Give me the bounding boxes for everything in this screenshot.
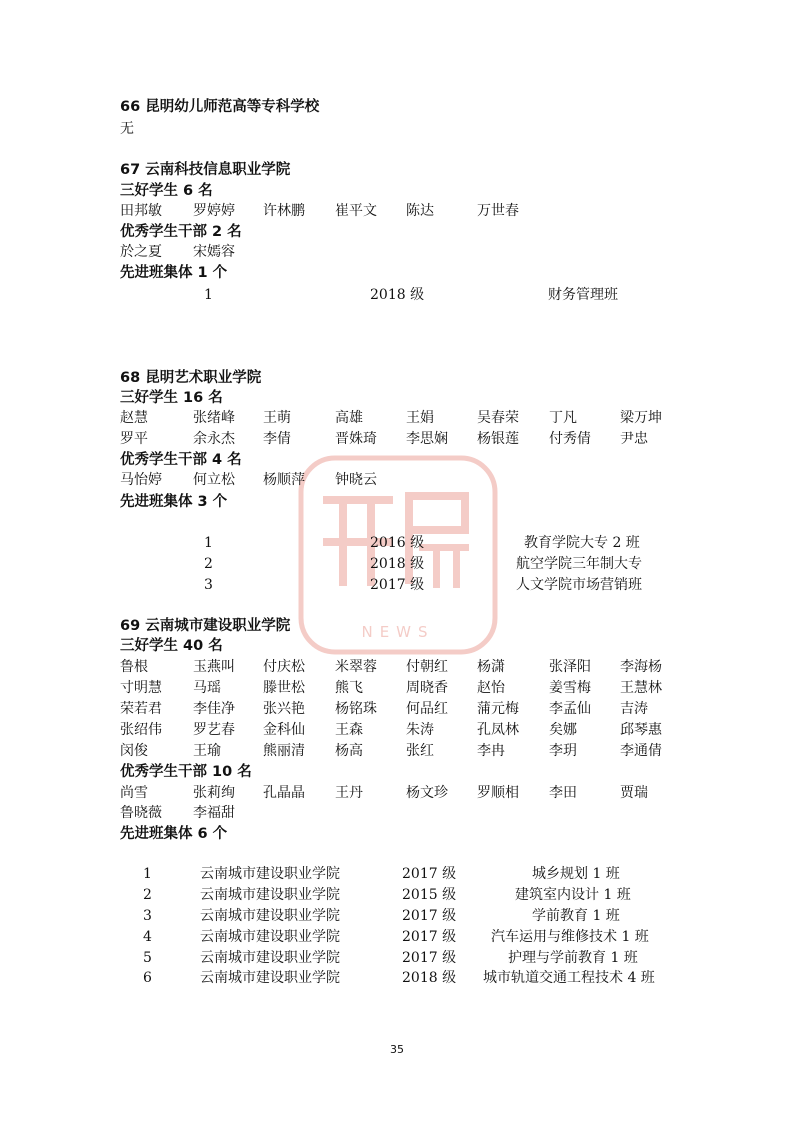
name-cell: 马瑶 [193,680,221,696]
class-name: 城市轨道交通工程技术 4 班 [483,970,655,986]
name-cell: 付朝红 [406,659,448,675]
name-cell: 孔凤林 [477,722,519,738]
name-cell: 周晓香 [406,680,448,696]
name-cell: 王丹 [335,785,363,801]
name-cell: 邱琴惠 [620,722,662,738]
section-67-title: 67 云南科技信息职业学院 [120,162,291,178]
name-cell: 矣娜 [549,722,577,738]
class-name: 航空学院三年制大专 [516,556,642,572]
name-cell: 寸明慧 [120,680,162,696]
name-cell: 姜雪梅 [549,680,591,696]
class-name: 财务管理班 [548,287,618,303]
name-cell: 朱涛 [406,722,434,738]
name-cell: 崔平文 [335,203,377,219]
name-cell: 鲁根 [120,659,148,675]
name-cell: 田邦敏 [120,203,162,219]
name-cell: 何品红 [406,701,448,717]
class-no: 3 [143,908,152,924]
name-cell: 宋嫣容 [193,244,235,260]
name-cell: 熊飞 [335,680,363,696]
name-cell: 孔晶晶 [263,785,305,801]
section-67-cadre-heading: 优秀学生干部 2 名 [120,224,242,240]
class-grade: 2018 级 [370,287,425,303]
name-cell: 於之夏 [120,244,162,260]
class-grade: 2017 级 [402,950,457,966]
name-cell: 张绪峰 [193,410,235,426]
name-cell: 晋姝琦 [335,431,377,447]
name-cell: 罗顺相 [477,785,519,801]
class-no: 6 [143,970,152,986]
section-69-cadre-heading: 优秀学生干部 10 名 [120,764,252,780]
class-name: 汽车运用与维修技术 1 班 [491,929,649,945]
name-cell: 李佳净 [193,701,235,717]
class-school: 云南城市建设职业学院 [200,950,340,966]
name-cell: 李福甜 [193,805,235,821]
class-name: 人文学院市场营销班 [516,577,642,593]
name-cell: 吴春荣 [477,410,519,426]
class-school: 云南城市建设职业学院 [200,887,340,903]
name-cell: 王萌 [263,410,291,426]
name-cell: 钟晓云 [335,472,377,488]
class-name: 学前教育 1 班 [532,908,620,924]
section-67-class-heading: 先进班集体 1 个 [120,265,228,281]
name-cell: 蒲元梅 [477,701,519,717]
section-66-note: 无 [120,121,134,137]
class-name: 建筑室内设计 1 班 [515,887,631,903]
name-cell: 李思娴 [406,431,448,447]
name-cell: 李海杨 [620,659,662,675]
section-66-title: 66 昆明幼儿师范高等专科学校 [120,99,320,115]
name-cell: 付秀倩 [549,431,591,447]
name-cell: 陈达 [406,203,434,219]
class-grade: 2018 级 [402,970,457,986]
class-no: 2 [204,556,213,572]
name-cell: 罗婷婷 [193,203,235,219]
section-68-class-heading: 先进班集体 3 个 [120,494,228,510]
name-cell: 张绍伟 [120,722,162,738]
name-cell: 罗艺春 [193,722,235,738]
class-name: 城乡规划 1 班 [532,866,620,882]
name-cell: 王瑜 [193,743,221,759]
class-grade: 2017 级 [402,866,457,882]
name-cell: 万世春 [477,203,519,219]
name-cell: 闵俊 [120,743,148,759]
name-cell: 李冉 [477,743,505,759]
name-cell: 滕世松 [263,680,305,696]
class-grade: 2015 级 [402,887,457,903]
class-school: 云南城市建设职业学院 [200,970,340,986]
class-no: 3 [204,577,213,593]
class-grade: 2017 级 [370,577,425,593]
section-67-good-heading: 三好学生 6 名 [120,183,213,199]
class-no: 4 [143,929,152,945]
name-cell: 李田 [549,785,577,801]
name-cell: 张泽阳 [549,659,591,675]
class-no: 1 [204,287,213,303]
name-cell: 高雄 [335,410,363,426]
class-school: 云南城市建设职业学院 [200,929,340,945]
watermark-text: NEWS [361,623,435,641]
name-cell: 杨高 [335,743,363,759]
name-cell: 张红 [406,743,434,759]
name-cell: 余永杰 [193,431,235,447]
name-cell: 荣若君 [120,701,162,717]
class-no: 5 [143,950,152,966]
name-cell: 罗平 [120,431,148,447]
name-cell: 李孟仙 [549,701,591,717]
name-cell: 赵慧 [120,410,148,426]
class-no: 2 [143,887,152,903]
class-grade: 2017 级 [402,929,457,945]
name-cell: 马怡婷 [120,472,162,488]
name-cell: 李倩 [263,431,291,447]
name-cell: 尹忠 [620,431,648,447]
class-school: 云南城市建设职业学院 [200,866,340,882]
name-cell: 许林鹏 [263,203,305,219]
section-68-good-heading: 三好学生 16 名 [120,390,223,406]
name-cell: 李玥 [549,743,577,759]
class-grade: 2016 级 [370,535,425,551]
class-name: 教育学院大专 2 班 [524,535,640,551]
name-cell: 杨文珍 [406,785,448,801]
class-no: 1 [143,866,152,882]
name-cell: 鲁晓薇 [120,805,162,821]
class-grade: 2017 级 [402,908,457,924]
name-cell: 吉涛 [620,701,648,717]
name-cell: 李通倩 [620,743,662,759]
name-cell: 赵怡 [477,680,505,696]
name-cell: 熊丽清 [263,743,305,759]
name-cell: 金科仙 [263,722,305,738]
section-69-title: 69 云南城市建设职业学院 [120,618,291,634]
name-cell: 张兴艳 [263,701,305,717]
name-cell: 杨潇 [477,659,505,675]
name-cell: 杨铭珠 [335,701,377,717]
section-69-class-heading: 先进班集体 6 个 [120,826,228,842]
section-69-good-heading: 三好学生 40 名 [120,638,223,654]
name-cell: 米翠蓉 [335,659,377,675]
name-cell: 杨银莲 [477,431,519,447]
name-cell: 付庆松 [263,659,305,675]
name-cell: 张莉绚 [193,785,235,801]
name-cell: 贾瑞 [620,785,648,801]
class-no: 1 [204,535,213,551]
name-cell: 杨顺萍 [263,472,305,488]
page-number: 35 [390,1043,404,1056]
name-cell: 尚雪 [120,785,148,801]
name-cell: 丁凡 [549,410,577,426]
section-68-cadre-heading: 优秀学生干部 4 名 [120,452,242,468]
name-cell: 梁万坤 [620,410,662,426]
name-cell: 何立松 [193,472,235,488]
class-grade: 2018 级 [370,556,425,572]
class-name: 护理与学前教育 1 班 [508,950,638,966]
name-cell: 王娟 [406,410,434,426]
section-68-title: 68 昆明艺术职业学院 [120,370,262,386]
name-cell: 玉燕叫 [193,659,235,675]
class-school: 云南城市建设职业学院 [200,908,340,924]
name-cell: 王森 [335,722,363,738]
name-cell: 王慧林 [620,680,662,696]
